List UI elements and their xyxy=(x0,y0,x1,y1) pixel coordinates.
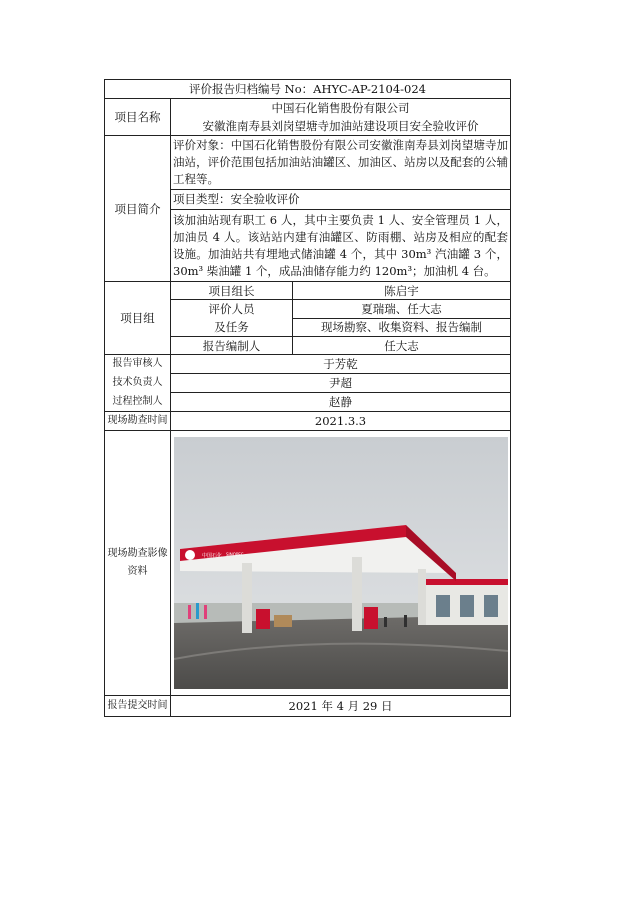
tasks-value: 现场勘察、收集资料、报告编制 xyxy=(293,318,511,337)
process-control-row xyxy=(105,393,511,412)
wooden-crate xyxy=(274,615,292,627)
submit-time-label: 报告提交时间 xyxy=(105,696,171,717)
canopy-pillar xyxy=(418,569,426,625)
fuel-dispenser xyxy=(364,607,378,629)
canopy-pillar xyxy=(352,557,362,631)
team-leader-value: 陈启宇 xyxy=(293,282,511,300)
project-object-text: 评价对象：中国石化销售股份有限公司安徽淮南寿县刘岗望塘寺加油站，评价范围包括加油站油罐区、加油区、站房以及配套的公辅工程等。 xyxy=(171,136,511,190)
person xyxy=(384,617,387,627)
canopy-brand-subtext: SINOPEC xyxy=(226,552,244,557)
canopy-brand-text: 中国石化 xyxy=(202,553,223,559)
project-name-line1: 中国石化销售股份有限公司 xyxy=(271,101,410,115)
project-name-label: 项目名称 xyxy=(105,99,171,136)
archive-table xyxy=(104,79,511,717)
team-leader-label: 项目组长 xyxy=(171,282,293,300)
building-window xyxy=(460,595,474,617)
project-team-label: 项目组 xyxy=(105,282,171,355)
submit-time-value: 2021 年 4 月 29 日 xyxy=(171,696,511,717)
survey-time-value: 2021.3.3 xyxy=(171,412,511,431)
survey-time-label: 现场勘查时间 xyxy=(105,412,171,431)
site-images-label-line1: 现场勘查影像 xyxy=(107,548,168,559)
team-leader-row xyxy=(105,282,511,300)
site-images-label xyxy=(105,431,171,696)
evaluators-label-line2: 及任务 xyxy=(214,320,249,334)
archive-no-row xyxy=(105,80,511,99)
project-intro-label: 项目简介 xyxy=(105,136,171,282)
tech-lead-row xyxy=(105,374,511,393)
project-type-text: 项目类型：安全验收评价 xyxy=(171,190,511,210)
flag xyxy=(196,603,199,619)
process-control-label: 过程控制人 xyxy=(105,393,171,412)
site-photo-cell xyxy=(171,431,511,696)
project-name-row xyxy=(105,99,511,136)
report-author-label: 报告编制人 xyxy=(171,337,293,355)
archive-number: 评价报告归档编号 No：AHYC-AP-2104-024 xyxy=(105,80,511,99)
building-window xyxy=(436,595,450,617)
tech-lead-label: 技术负责人 xyxy=(105,374,171,393)
report-author-value: 任大志 xyxy=(293,337,511,355)
site-images-row xyxy=(105,431,511,696)
project-name-line2: 安徽淮南寿县刘岗望塘寺加油站建设项目安全验收评价 xyxy=(202,119,479,133)
sinopec-logo-icon xyxy=(185,550,195,560)
evaluators-label-line1: 评价人员 xyxy=(208,302,255,316)
evaluators-label xyxy=(171,300,293,337)
tech-lead-value: 尹超 xyxy=(171,374,511,393)
gas-station-photo xyxy=(174,437,508,689)
submit-time-row xyxy=(105,696,511,717)
process-control-value: 赵静 xyxy=(171,393,511,412)
project-desc-text: 该加油站现有职工 6 人，其中主要负责 1 人、安全管理员 1 人，加油员 4 人。该站站内建有油罐区、防雨棚、站房及相应的配套设施。加油站共有埋地式储油罐 4 个，其中 30m³ 汽油罐 3 个，30m³ 柴油罐 1 个，成品油储存能力约 120m³；加油机 4 台。 xyxy=(171,210,511,282)
reviewer-value: 于芳乾 xyxy=(171,355,511,374)
project-object-row xyxy=(105,136,511,190)
canopy-pillar xyxy=(242,563,252,633)
reviewer-label: 报告审核人 xyxy=(105,355,171,374)
person xyxy=(404,615,407,627)
flag xyxy=(188,605,191,619)
reviewer-row xyxy=(105,355,511,374)
survey-time-row xyxy=(105,412,511,431)
site-images-label-line2: 资料 xyxy=(127,566,148,577)
evaluation-archive-form xyxy=(104,79,510,717)
project-name-value xyxy=(171,99,511,136)
fuel-dispenser xyxy=(256,609,270,629)
flag xyxy=(204,605,207,619)
evaluators-value: 夏瑞瑞、任大志 xyxy=(293,300,511,319)
building-roof-band xyxy=(424,579,508,585)
building-window xyxy=(484,595,498,617)
